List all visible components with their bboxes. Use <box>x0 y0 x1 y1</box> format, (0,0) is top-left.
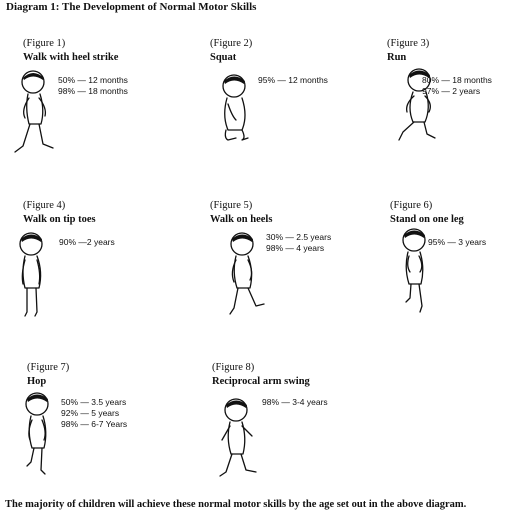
stat-line: 98% — 3-4 years <box>262 397 328 407</box>
figure-number: (Figure 6) <box>390 200 433 211</box>
figure-number: (Figure 3) <box>387 38 430 49</box>
heel-walking-child-icon <box>218 230 268 330</box>
arm-swing-child-icon <box>212 396 260 490</box>
stat-line: 98% — 4 years <box>266 243 325 253</box>
diagram-title: Diagram 1: The Development of Normal Motor Skills <box>6 1 257 13</box>
stat-line: 92% — 5 years <box>61 408 120 418</box>
skill-name: Walk with heel strike <box>23 52 119 63</box>
skill-name: Reciprocal arm swing <box>212 376 310 387</box>
stats <box>258 75 328 86</box>
figure-number: (Figure 5) <box>210 200 253 211</box>
stat-line: 50% — 3.5 years <box>61 397 127 407</box>
hopping-child-icon <box>17 390 57 488</box>
stats <box>61 397 127 430</box>
squatting-child-icon <box>212 72 256 162</box>
stat-line: 98% — 18 months <box>58 86 128 96</box>
stats <box>422 75 492 97</box>
figure-number: (Figure 8) <box>212 362 255 373</box>
stat-line: 30% — 2.5 years <box>266 232 332 242</box>
stat-line: 98% — 6-7 Years <box>61 419 128 429</box>
skill-name: Squat <box>210 52 237 63</box>
tiptoe-child-icon <box>9 230 53 330</box>
skill-name: Stand on one leg <box>390 214 464 225</box>
stats <box>262 397 328 408</box>
stat-line: 95% — 12 months <box>258 75 328 85</box>
stat-line: 90% —2 years <box>59 237 115 247</box>
stats <box>59 237 115 248</box>
figure-number: (Figure 1) <box>23 38 66 49</box>
stat-line: 80% — 18 months <box>422 75 492 85</box>
stat-line: 50% — 12 months <box>58 75 128 85</box>
footer-note: The majority of children will achieve these normal motor skills by the age set out in the above diagram. <box>5 499 467 510</box>
figure-number: (Figure 2) <box>210 38 253 49</box>
figure-number: (Figure 4) <box>23 200 66 211</box>
skill-name: Walk on heels <box>210 214 273 225</box>
skill-name: Run <box>387 52 407 63</box>
walking-child-icon <box>11 68 59 168</box>
stats <box>58 75 128 97</box>
stats <box>428 237 486 248</box>
skill-name: Hop <box>27 376 47 387</box>
stat-line: 97% — 2 years <box>422 86 481 96</box>
figure-number: (Figure 7) <box>27 362 70 373</box>
stat-line: 95% — 3 years <box>428 237 487 247</box>
skill-name: Walk on tip toes <box>23 214 96 225</box>
stats <box>266 232 331 254</box>
